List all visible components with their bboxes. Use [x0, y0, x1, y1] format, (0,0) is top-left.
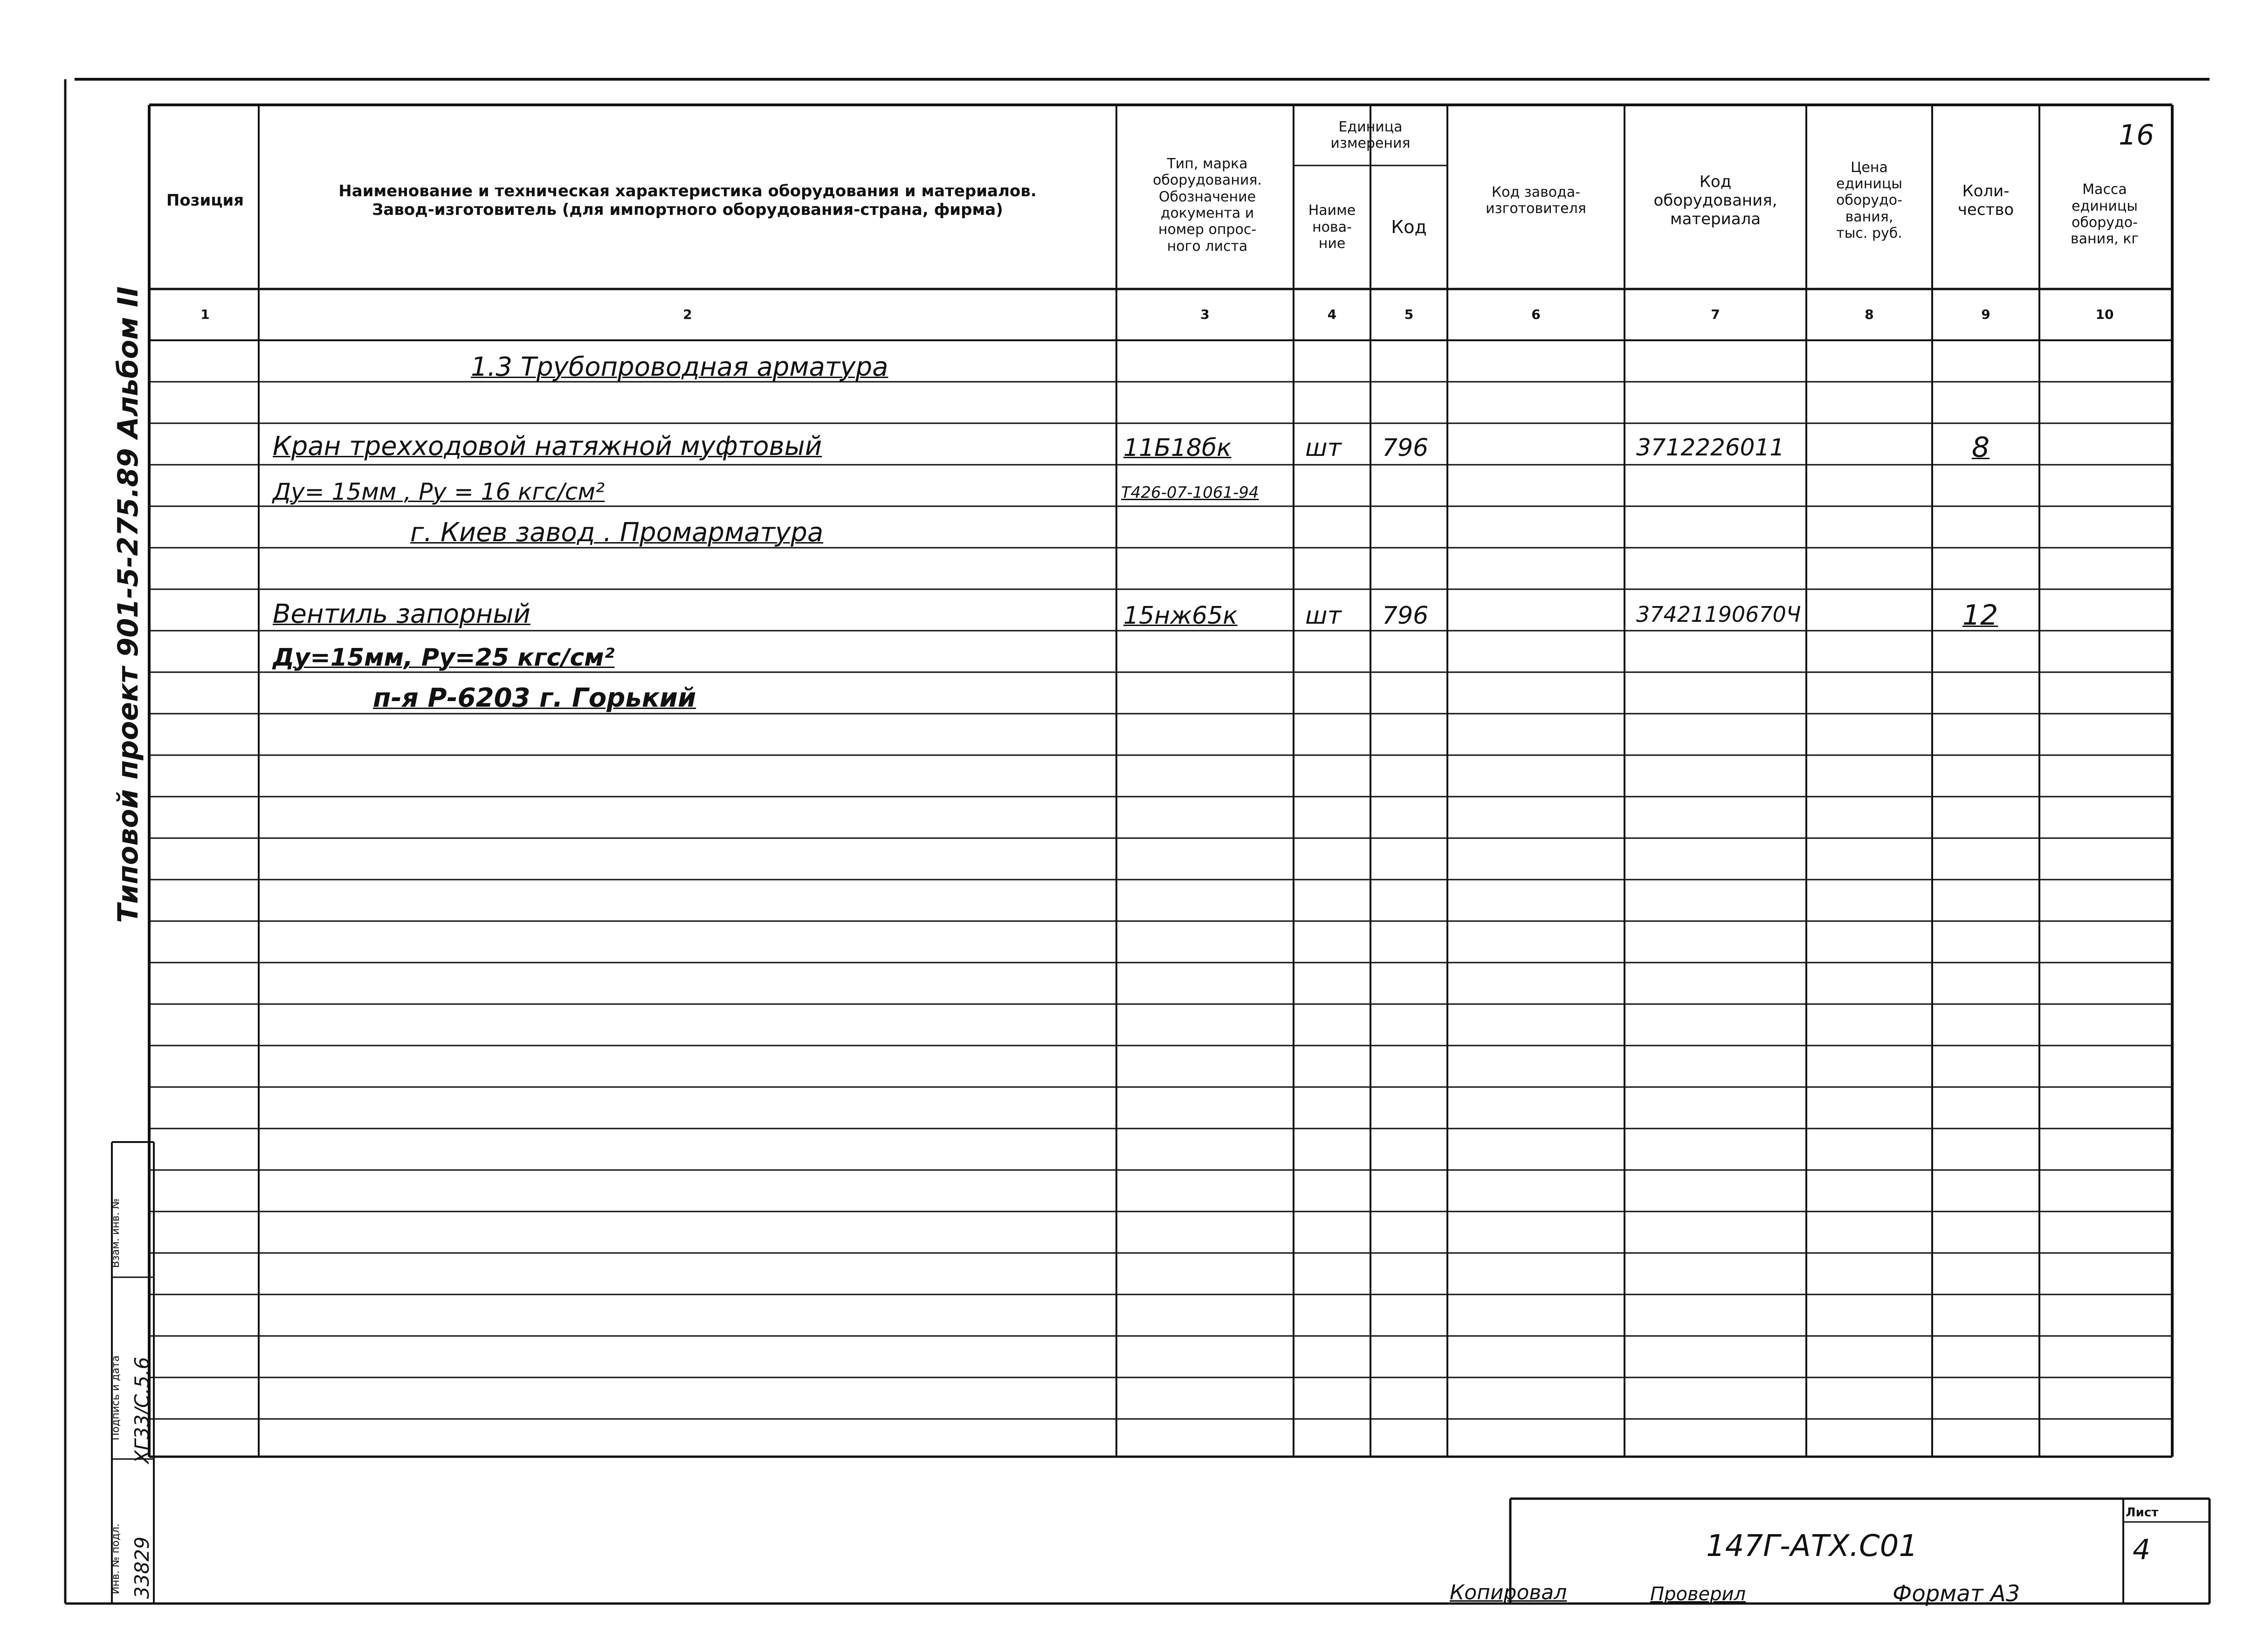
- item-2-name-line2: Ду=15мм, Ру=25 кгс/см²: [273, 644, 615, 672]
- item-2-equip-code: 37421190670Ч: [1636, 602, 1801, 627]
- colnum-10: 10: [2095, 307, 2114, 322]
- header-position: Позиция: [166, 191, 244, 210]
- item-1-type-doc: Т426-07-1061-94: [1121, 483, 1259, 502]
- header-unit-name: Наиме нова- ние: [1308, 202, 1356, 252]
- item-1-unit-name: шт: [1305, 434, 1342, 462]
- colnum-9: 9: [1981, 307, 1990, 322]
- sheet-label: Лист: [2126, 1506, 2159, 1520]
- footer-checked: Проверил: [1650, 1583, 1746, 1605]
- item-2-name-line3: п-я Р-6203 г. Горький: [373, 683, 696, 713]
- header-unit-code: Код: [1391, 217, 1427, 238]
- footer-copied: Копировал: [1450, 1581, 1567, 1604]
- stamp-inv-value: 33829: [131, 1536, 153, 1599]
- header-mass: Масса единицы оборудо- вания, кг: [2070, 181, 2139, 248]
- colnum-7: 7: [1711, 307, 1720, 322]
- footer-format: Формат А3: [1893, 1581, 2020, 1607]
- item-2-name-line1: Вентиль запорный: [273, 599, 530, 629]
- item-1-name-line2: Ду= 15мм , Ру = 16 кгс/см²: [273, 478, 605, 505]
- side-label: Типовой проект 901-5-275.89 Альбом II: [112, 286, 145, 923]
- item-1-qty: 8: [1972, 431, 1990, 464]
- header-qty: Коли- чество: [1957, 181, 2014, 219]
- item-1-unit-code: 796: [1382, 434, 1429, 462]
- colnum-4: 4: [1327, 307, 1337, 322]
- item-2-unit-name: шт: [1305, 602, 1342, 630]
- colnum-5: 5: [1404, 307, 1414, 322]
- colnum-1: 1: [200, 307, 210, 322]
- colnum-3: 3: [1200, 307, 1210, 322]
- colnum-6: 6: [1531, 307, 1541, 322]
- stamp-inv-label: Инв. № подл.: [110, 1523, 122, 1594]
- header-name: Наименование и техническая характеристика оборудования и материалов. Завод-изготовитель (для импортного оборудования-страна, фирма): [338, 181, 1037, 219]
- stamp-sign-label: Подпись и дата: [110, 1355, 122, 1440]
- stamp-vzam-label: Взам. инв. №: [110, 1198, 122, 1268]
- stamp-sign-value: ХГ33/С.5.6: [131, 1356, 153, 1464]
- page-number: 16: [2119, 119, 2155, 151]
- item-2-qty: 12: [1962, 599, 1998, 632]
- header-type: Тип, марка оборудования. Обозначение документа и номер опрос- ного листа: [1153, 155, 1262, 255]
- colnum-2: 2: [683, 307, 692, 322]
- item-1-name-line3: г. Киев завод . Промарматура: [410, 517, 824, 548]
- item-2-unit-code: 796: [1382, 602, 1429, 630]
- section-title: 1.3 Трубопроводная арматура: [471, 352, 888, 382]
- header-unit-group: Единица измерения: [1330, 118, 1411, 151]
- sheet-number: 4: [2133, 1534, 2151, 1566]
- document-code: 147Г-АТХ.С01: [1706, 1529, 1918, 1563]
- item-1-name-line1: Кран трехходовой натяжной муфтовый: [273, 431, 822, 461]
- item-2-type: 15нж65к: [1123, 602, 1238, 630]
- header-equip-code: Код оборудования, материала: [1653, 172, 1777, 229]
- header-maker-code: Код завода- изготовителя: [1486, 184, 1586, 217]
- colnum-8: 8: [1865, 307, 1874, 322]
- item-1-equip-code: 3712226011: [1636, 434, 1785, 461]
- header-price: Цена единицы оборудо- вания, тыс. руб.: [1836, 159, 1902, 242]
- item-1-type: 11Б18бк: [1123, 434, 1232, 462]
